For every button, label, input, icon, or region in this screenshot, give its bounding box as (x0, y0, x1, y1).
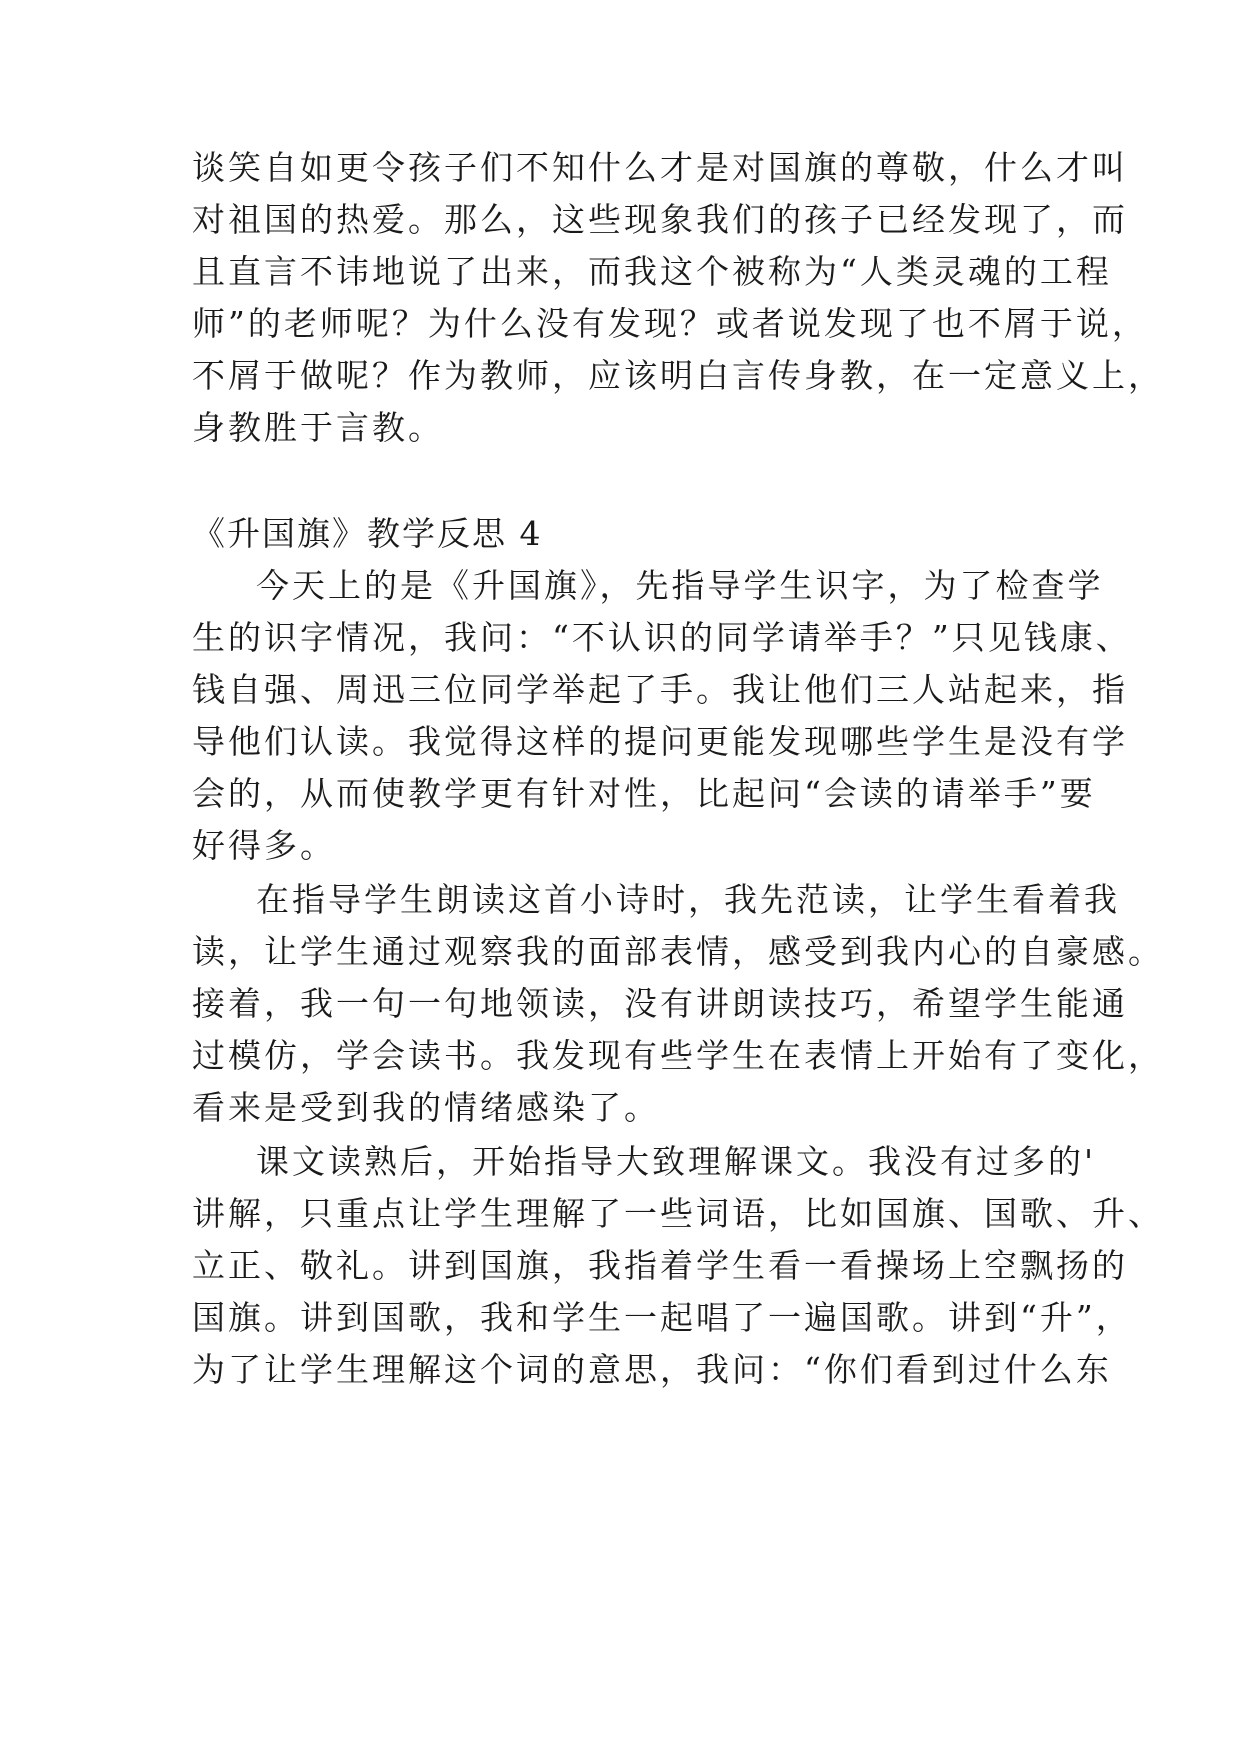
text-line: 会的，从而使教学更有针对性，比起问“会读的请举手”要 (192, 774, 1096, 813)
section-heading: 《升国旗》教学反思 4 (192, 514, 543, 553)
text-line: 为了让学生理解这个词的意思，我问：“你们看到过什么东 (192, 1350, 1112, 1389)
text-line: 课文读熟后，开始指导大致理解课文。我没有过多的' (256, 1142, 1097, 1181)
text-line: 看来是受到我的情绪感染了。 (192, 1088, 660, 1127)
document-page (192, 0, 1164, 1754)
text-line: 师”的老师呢？为什么没有发现？或者说发现了也不屑于说， (192, 304, 1148, 343)
text-line: 立正、敬礼。讲到国旗，我指着学生看一看操场上空飘扬的 (192, 1246, 1128, 1285)
text-line: 不屑于做呢？作为教师，应该明白言传身教，在一定意义上， (192, 356, 1164, 395)
text-line: 读，让学生通过观察我的面部表情，感受到我内心的自豪感。 (192, 932, 1164, 971)
text-line: 对祖国的热爱。那么，这些现象我们的孩子已经发现了，而 (192, 200, 1128, 239)
text-line: 在指导学生朗读这首小诗时，我先范读，让学生看着我 (256, 880, 1120, 919)
text-line: 身教胜于言教。 (192, 408, 444, 447)
text-line: 导他们认读。我觉得这样的提问更能发现哪些学生是没有学 (192, 722, 1128, 761)
text-line: 接着，我一句一句地领读，没有讲朗读技巧，希望学生能通 (192, 984, 1128, 1023)
text-line: 讲解，只重点让学生理解了一些词语，比如国旗、国歌、升、 (192, 1194, 1164, 1233)
text-line: 国旗。讲到国歌，我和学生一起唱了一遍国歌。讲到“升”， (192, 1298, 1132, 1337)
text-line: 钱自强、周迅三位同学举起了手。我让他们三人站起来，指 (192, 670, 1128, 709)
text-line: 好得多。 (192, 826, 336, 865)
text-line: 谈笑自如更令孩子们不知什么才是对国旗的尊敬，什么才叫 (192, 148, 1128, 187)
text-line: 且直言不讳地说了出来，而我这个被称为“人类灵魂的工程 (192, 252, 1112, 291)
text-line: 过模仿，学会读书。我发现有些学生在表情上开始有了变化， (192, 1036, 1164, 1075)
text-line: 生的识字情况，我问：“不认识的同学请举手？”只见钱康、 (192, 618, 1132, 657)
text-line: 今天上的是《升国旗》，先指导学生识字，为了检查学 (256, 566, 1104, 605)
